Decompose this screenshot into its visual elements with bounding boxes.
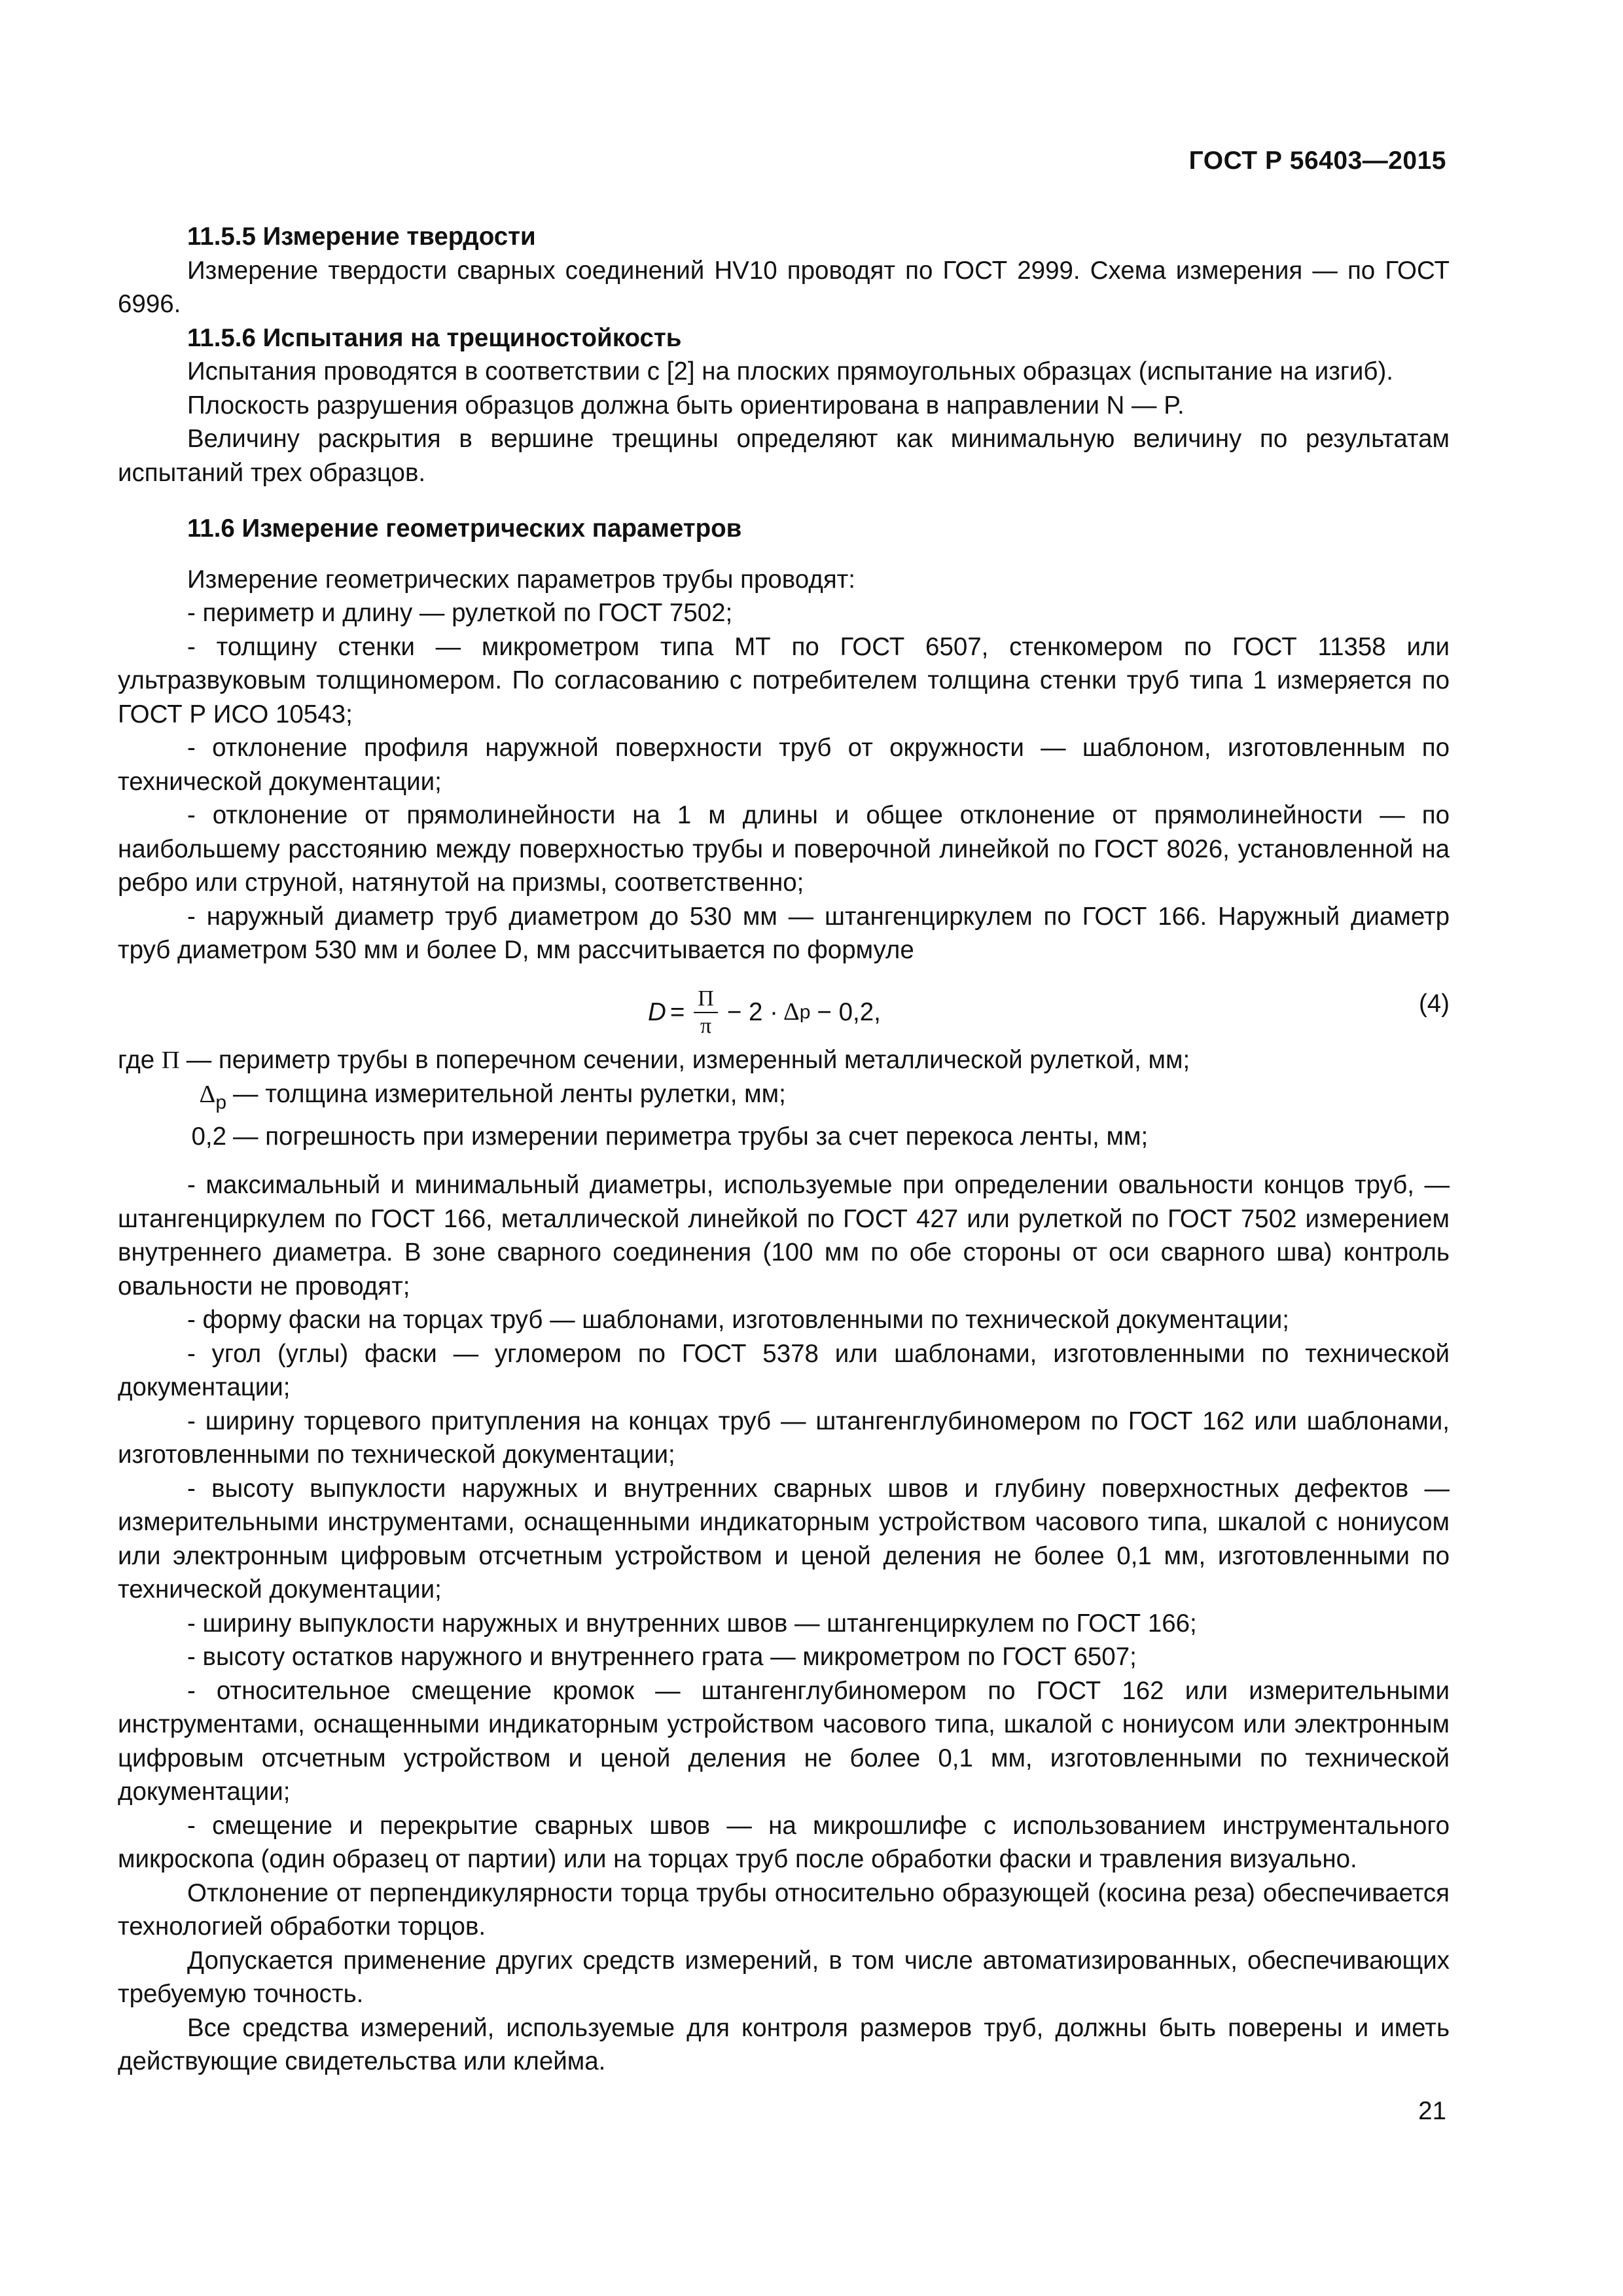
formula-expression — [648, 986, 881, 1039]
legend-symbol-subscript: p — [215, 1092, 226, 1113]
standard-header: ГОСТ Р 56403—2015 — [1188, 147, 1446, 175]
formula-delta-subscript: p — [799, 1001, 811, 1023]
legend-symbol — [118, 1043, 187, 1078]
paragraph: Допускается применение других средств измерений, в том числе автоматизированных, обеспечивающих требуемую точность. — [118, 1946, 1450, 2008]
list-item: - ширину торцевого притупления на концах труб — штангенглубиномером по ГОСТ 162 или шаблонами, изготовленными по технической документации; — [118, 1407, 1450, 1469]
section-11-5-6-title: 11.5.6 Испытания на трещиностойкость — [187, 323, 682, 352]
formula-lhs: D — [648, 997, 666, 1026]
section-11-6-title: 11.6 Измерение геометрических параметров — [187, 514, 742, 543]
legend-prefix: где — [118, 1045, 155, 1074]
legend-symbol-text: Δ — [199, 1081, 216, 1108]
list-item: - периметр и длину — рулеткой по ГОСТ 7502; — [187, 599, 733, 627]
list-item: - угол (углы) фаски — угломером по ГОСТ 5378 или шаблонами, изготовленными по технической документации; — [118, 1339, 1450, 1401]
list-item: - толщину стенки — микрометром типа МТ по ГОСТ 6507, стенкомером по ГОСТ 11358 или ультразвуковым толщиномером. По согласованию с потребителем толщина стенки труб типа 1 измеряется по ГОСТ Р ИСО 10543; — [118, 632, 1450, 728]
legend-symbol: 0,2 — [191, 1122, 226, 1151]
list-item: - отклонение от прямолинейности на 1 м длины и общее отклонение от прямолинейности — по наибольшему расстоянию между поверхностью трубы и поверочной линейкой по ГОСТ 8026, установленной на ребро или струной, натянутой на призмы, соответственно; — [118, 801, 1450, 897]
formula-legend — [118, 1043, 1450, 1154]
list-item: - смещение и перекрытие сварных швов — на микрошлифе с использованием инструментального микроскопа (один образец от партии) или на торцах труб после обработки фаски и травления визуально. — [118, 1811, 1450, 1873]
paragraph: Измерение геометрических параметров трубы проводят: — [187, 565, 856, 594]
page-number: 21 — [1418, 2097, 1446, 2125]
fraction-numerator: Π — [694, 986, 718, 1013]
formula-number: (4) — [1418, 989, 1450, 1018]
formula-delta: Δ — [783, 997, 800, 1026]
list-item: - наружный диаметр труб диаметром до 530 мм — штангенциркулем по ГОСТ 166. Наружный диаметр труб диаметром 530 мм и более D, мм рассчитывается по формуле — [118, 902, 1450, 964]
paragraph: Величину раскрытия в вершине трещины определяют как минимальную величину по результатам испытаний трех образцов. — [118, 425, 1450, 487]
list-item: - относительное смещение кромок — штангенглубиномером по ГОСТ 162 или измерительными инструментами, оснащенными индикаторным устройством часового типа, шкалой с нониусом или электронным цифровым отсчетным устройством и ценой деления не более 0,1 мм, изготовленными по технической документации; — [118, 1676, 1450, 1806]
legend-text: — периметр трубы в поперечном сечении, измеренный металлической рулеткой, мм; — [186, 1045, 1190, 1074]
formula-term: − 2 · — [726, 997, 778, 1026]
list-item: - высоту остатков наружного и внутреннего грата — микрометром по ГОСТ 6507; — [187, 1643, 1137, 1671]
paragraph: Измерение твердости сварных соединений HV10 проводят по ГОСТ 2999. Схема измерения — по ГОСТ 6996. — [118, 256, 1450, 318]
fraction-denominator: π — [700, 1013, 712, 1038]
formula-equals: = — [669, 997, 685, 1026]
page-content — [118, 220, 1450, 2079]
list-item: - ширину выпуклости наружных и внутренних швов — штангенциркулем по ГОСТ 166; — [187, 1609, 1197, 1638]
paragraph: Испытания проводятся в соответствии с [2] на плоских прямоугольных образцах (испытание на изгиб). — [187, 357, 1393, 386]
paragraph: Отклонение от перпендикулярности торца трубы относительно образующей (косина реза) обеспечивается технологией обработки торцов. — [118, 1878, 1450, 1941]
legend-row — [118, 1043, 1450, 1078]
list-item: - высоту выпуклости наружных и внутренних сварных швов и глубину поверхностных дефектов — измерительными инструментами, оснащенными индикаторным устройством часового типа, шкалой с нониусом или электронным цифровым отсчетным устройством и ценой деления не более 0,1 мм, изготовленными по технической документации; — [118, 1474, 1450, 1604]
legend-symbol — [118, 1077, 233, 1120]
section-11-5-5-title: 11.5.5 Измерение твердости — [187, 223, 536, 251]
formula-4 — [118, 970, 1450, 1043]
paragraph: Плоскость разрушения образцов должна быть ориентирована в направлении N — P. — [187, 391, 1185, 420]
legend-text: — толщина измерительной ленты рулетки, мм; — [233, 1080, 786, 1108]
legend-symbol-text: Π — [161, 1046, 180, 1074]
list-item: - форму фаски на торцах труб — шаблонами, изготовленными по технической документации; — [187, 1306, 1289, 1334]
legend-row — [118, 1120, 1450, 1154]
paragraph: Все средства измерений, используемые для контроля размеров труб, должны быть поверены и иметь действующие свидетельства или клейма. — [118, 2013, 1450, 2075]
formula-tail: − 0,2, — [817, 997, 881, 1026]
formula-fraction — [694, 986, 718, 1039]
legend-text: — погрешность при измерении периметра трубы за счет перекоса ленты, мм; — [233, 1122, 1149, 1151]
legend-row — [118, 1077, 1450, 1120]
list-item: - отклонение профиля наружной поверхности труб от окружности — шаблоном, изготовленным по технической документации; — [118, 734, 1450, 796]
list-item: - максимальный и минимальный диаметры, используемые при определении овальности концов труб, — штангенциркулем по ГОСТ 166, металлической линейкой по ГОСТ 427 или рулеткой по ГОСТ 7502 измерением внутреннего диаметра. В зоне сварного соединения (100 мм по обе стороны от оси сварного шва) контроль овальности не проводят; — [118, 1171, 1450, 1300]
